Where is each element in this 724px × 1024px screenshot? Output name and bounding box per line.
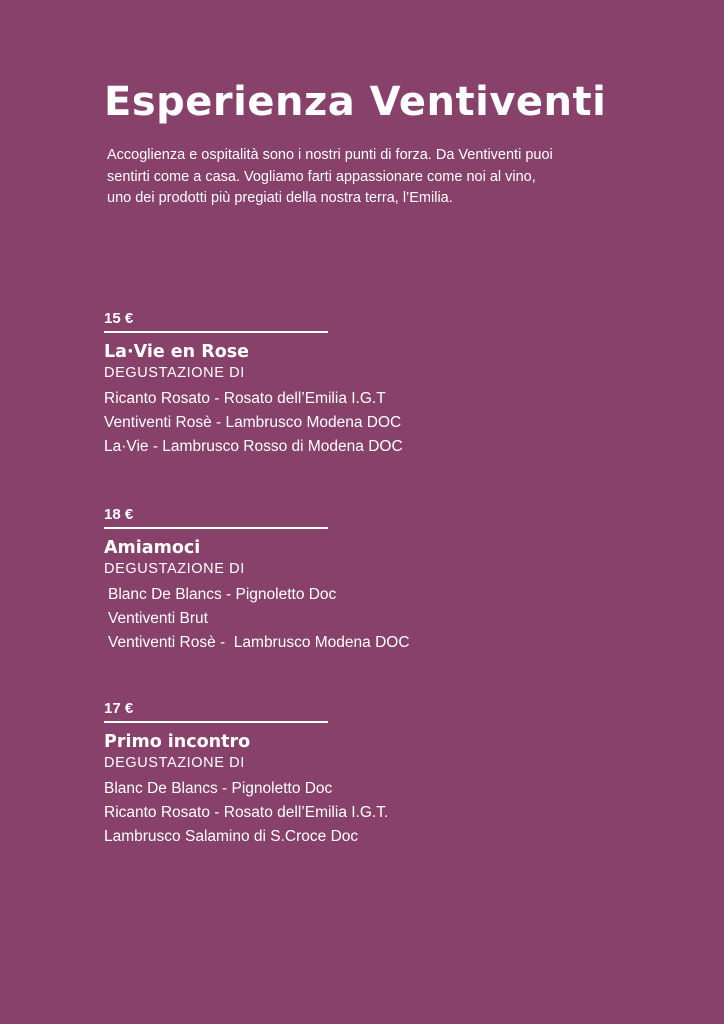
wine-list: [104, 387, 504, 459]
wine-item: Ricanto Rosato - Rosato dell’Emilia I.G.T: [104, 389, 386, 407]
intro-line: uno dei prodotti più pregiati della nostra terra, l’Emilia.: [107, 190, 453, 206]
wine-item: Ventiventi Brut: [108, 609, 208, 627]
wine-item: Ventiventi Rosè - Lambrusco Modena DOC: [104, 413, 402, 431]
intro-line: sentirti come a casa. Vogliamo farti appassionare come noi al vino,: [107, 168, 536, 185]
wine-list: [104, 583, 504, 655]
wine-item: Blanc De Blancs - Pignoletto Doc: [108, 585, 337, 603]
offer-price: 17 €: [104, 700, 134, 717]
offer-la-vie-en-rose: [104, 309, 504, 459]
offer-name: Amiamoci: [104, 537, 201, 558]
price-divider: [104, 721, 328, 723]
offer-subtitle: DEGUSTAZIONE DI: [104, 560, 245, 577]
page-title: Esperienza Ventiventi: [104, 79, 607, 125]
wine-item: La·Vie - Lambrusco Rosso di Modena DOC: [104, 437, 403, 455]
price-divider: [104, 331, 328, 333]
intro-paragraph: [107, 145, 627, 210]
offer-amiamoci: [104, 505, 504, 655]
offer-subtitle: DEGUSTAZIONE DI: [104, 754, 245, 771]
offer-price: 18 €: [104, 506, 134, 523]
wine-item: Ricanto Rosato - Rosato dell’Emilia I.G.T.: [104, 803, 389, 821]
offer-primo-incontro: [104, 699, 504, 849]
wine-list: [104, 777, 504, 849]
wine-item: Ventiventi Rosè - Lambrusco Modena DOC: [108, 633, 410, 651]
offer-name: La·Vie en Rose: [104, 341, 250, 362]
wine-item: Lambrusco Salamino di S.Croce Doc: [104, 827, 359, 845]
offer-price: 15 €: [104, 310, 134, 327]
price-divider: [104, 527, 328, 529]
wine-item: Blanc De Blancs - Pignoletto Doc: [104, 779, 333, 797]
intro-line: Accoglienza e ospitalità sono i nostri punti di forza. Da Ventiventi puoi: [107, 147, 553, 163]
offer-name: Primo incontro: [104, 731, 251, 752]
offer-subtitle: DEGUSTAZIONE DI: [104, 364, 245, 381]
